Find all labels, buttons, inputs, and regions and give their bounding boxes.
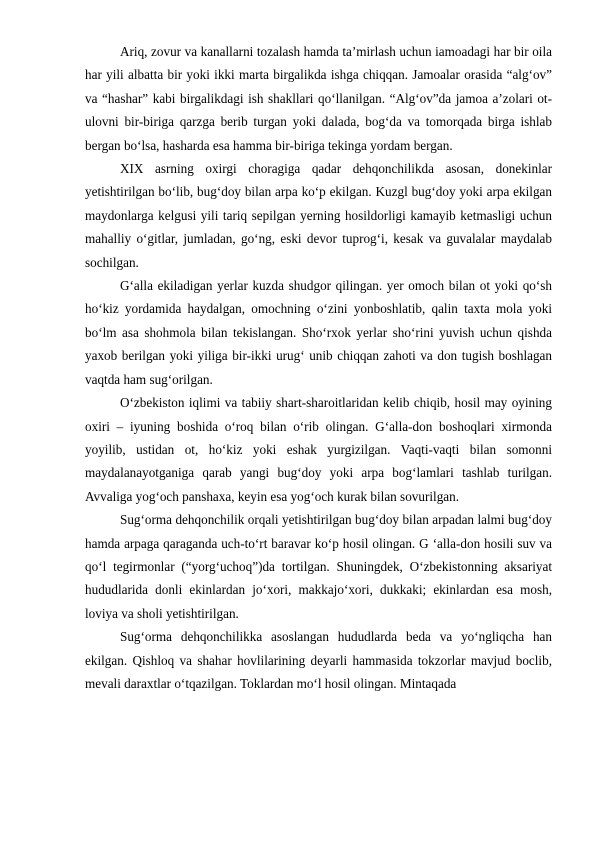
document-page xyxy=(85,40,552,695)
paragraph-irrigation-hashar: Ariq, zovur va kanallarni tozalash hamda ta’mirlash uchun iamoadagi har bir oila har yili albatta bir yoki ikki marta birgalikda ishga chiqqan. Jamoalar orasida “alg‘ov” va “hashar” kabi birgalikdagi ish shakllari qo‘llanilgan. “Alg‘ov”da jamoa a’zolari ot-ulovni bir-biriga qarzga berib turgan yoki dalada, bog‘da va tomorqada birga ishlab bergan bo‘lsa, hasharda esa hamma bir-biriga tekinga yordam bergan. xyxy=(85,44,552,153)
paragraph-grain-crops: XIX asrning oxirgi choragiga qadar dehqonchilikda asosan, donekinlar yetishtirilgan bo‘lib, bug‘doy bilan arpa ko‘p ekilgan. Kuzgl bug‘doy yoki arpa ekilgan maydonlarga kelgusi yili tariq sepilgan yerning hosildorligi kamayib ketmasligi uchun mahalliy o‘gitlar, jumladan, go‘ng, eski devor tuprog‘i, kesak va guvalalar maydalab sochilgan. xyxy=(85,161,552,270)
paragraph-orchards: Sug‘orma dehqonchilikka asoslangan hududlarda beda va yo‘ngliqcha han ekilgan. Qishloq va shahar hovlilarining deyarli hammasida tokzorlar mavjud boclib, mevali daraxtlar o‘tqazilgan. Toklardan mo‘l hosil olingan. Mintaqada xyxy=(85,629,552,691)
paragraph-irrigated-yield: Sug‘orma dehqonchilik orqali yetishtirilgan bug‘doy bilan arpadan lalmi bug‘doy hamda arpaga qaraganda uch-to‘rt baravar ko‘p hosil olingan. G ‘alla-don hosili suv va qo‘l tegirmonlar (“yorg‘uchoq”)da tortilgan. Shuningdek, O‘zbekistonning aksariyat hududlarida donli ekinlardan jo‘xori, makkajo‘xori, dukkaki; ekinlardan esa mosh, loviya va sholi yetishtirilgan. xyxy=(85,512,552,621)
paragraph-plowing: G‘alla ekiladigan yerlar kuzda shudgor qilingan. yer omoch bilan ot yoki qo‘sh ho‘kiz yordamida haydalgan, omochning o‘zini yonboshlatib, qalin taxta mola yoki bo‘lm asa shohmola bilan tekislangan. Sho‘rxok yerlar sho‘rini yuvish uchun qishda yaxob berilgan yoki yiliga bir-ikki urug‘ unib chiqqan zahoti va don tugish boshlagan vaqtda ham sug‘orilgan. xyxy=(85,278,552,387)
paragraph-harvest: O‘zbekiston iqlimi va tabiiy shart-sharoitlaridan kelib chiqib, hosil may oyining oxiri – iyuning boshida o‘roq bilan o‘rib olingan. G‘alla-don boshoqlari xirmonda yoyilib, ustidan ot, ho‘kiz yoki eshak yurgizilgan. Vaqti-vaqti bilan somonni maydalanayotganiga qarab yangi bug‘doy yoki arpa bog‘lamlari tashlab turilgan. Avvaliga yog‘och panshaxa, keyin esa yog‘och kurak bilan sovurilgan. xyxy=(85,395,552,504)
